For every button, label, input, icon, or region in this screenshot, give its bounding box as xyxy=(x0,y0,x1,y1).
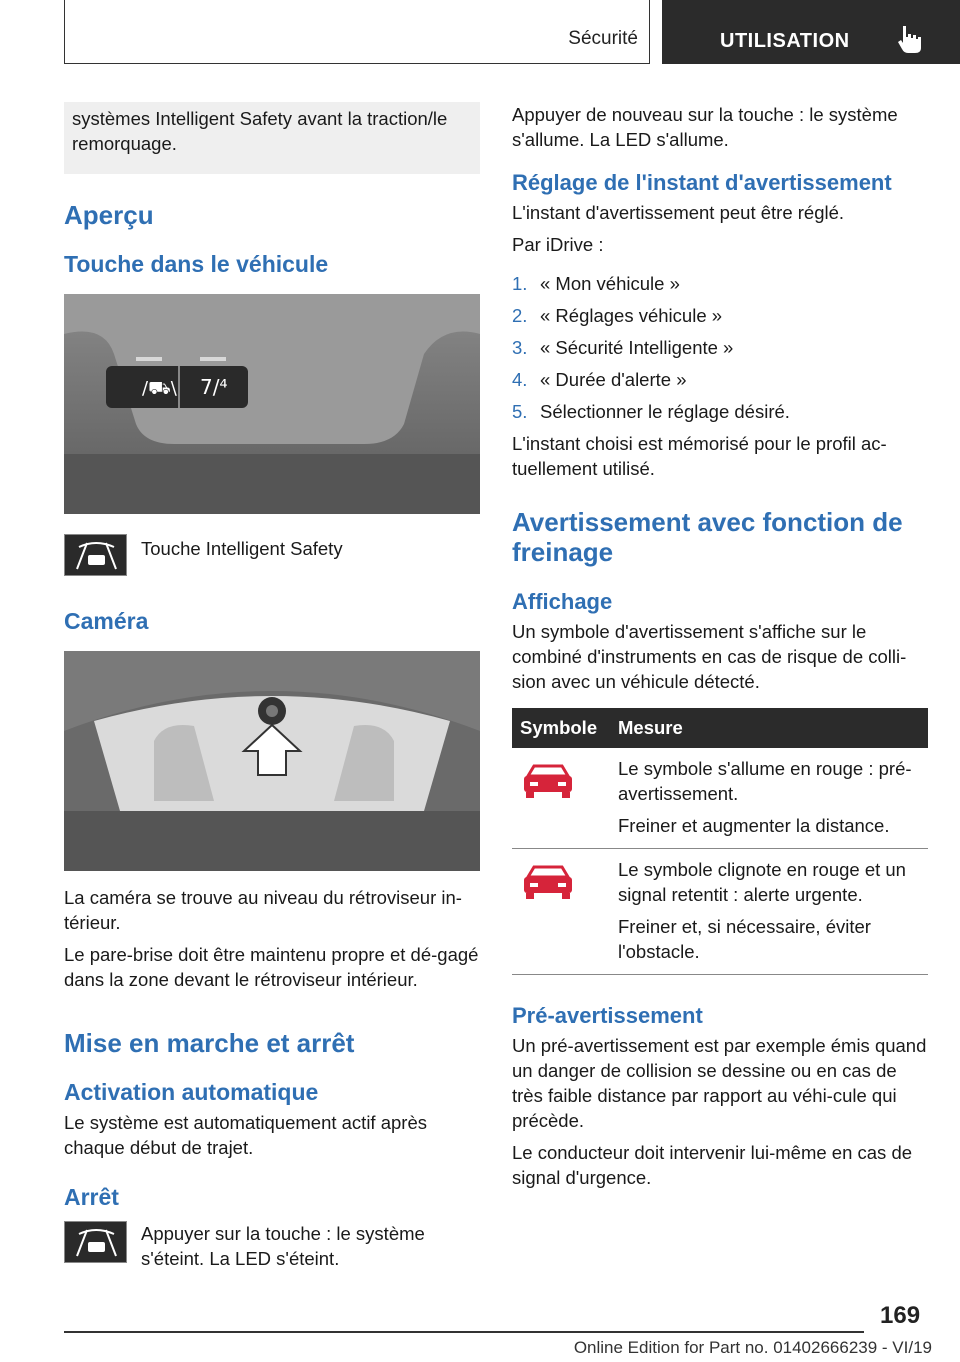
red-car-icon xyxy=(520,762,576,802)
left-column xyxy=(64,102,480,1271)
heading-arret: Arrêt xyxy=(64,1184,119,1210)
camera-photo xyxy=(64,651,480,871)
windshield-illustration xyxy=(64,651,480,871)
activation-text: Le système est automatiquement actif après chaque début de trajet. xyxy=(64,1112,427,1158)
footer-divider xyxy=(64,1331,864,1333)
svg-text:/⛟\: /⛟\ xyxy=(142,378,177,399)
heading-touche: Touche dans le véhicule xyxy=(64,251,329,277)
heading-activation: Activation automatique xyxy=(64,1079,319,1105)
intelligent-safety-button-icon xyxy=(64,534,127,576)
heading-avertissement: Avertissement avec fonction de freinage xyxy=(512,507,903,567)
heading-affichage: Affichage xyxy=(512,589,613,614)
symbol-table xyxy=(512,708,928,975)
col-mesure: Mesure xyxy=(610,708,928,748)
chapter-tab xyxy=(662,0,960,64)
pre-text-2: Le conducteur doit intervenir lui-même en cas de signal d'urgence. xyxy=(512,1142,913,1188)
button-panel-illustration xyxy=(64,294,480,514)
note-box xyxy=(64,102,480,174)
touche-caption: Touche Intelligent Safety xyxy=(141,538,343,559)
list-item: 2. « Réglages véhicule » xyxy=(512,305,723,326)
list-item: 1. « Mon véhicule » xyxy=(512,273,680,294)
pre-text-1: Un pré-avertissement est par exemple émis quand un danger de collision se dessine ou en cas de très faible distance par rapport au véhi-cule qui précède. xyxy=(512,1035,927,1131)
page-number: 169 xyxy=(880,1302,921,1329)
table-row xyxy=(512,748,928,849)
heading-reglage: Réglage de l'instant d'avertissement xyxy=(512,170,892,195)
svg-text:7/⁴: 7/⁴ xyxy=(200,375,228,399)
chapter-title: UTILISATION xyxy=(720,30,850,52)
heading-mise: Mise en marche et arrêt xyxy=(64,1028,355,1058)
table-header xyxy=(512,708,928,748)
row2-text-b: Freiner et, si nécessaire, éviter l'obstacle. xyxy=(618,916,871,962)
reglage-text-2: Par iDrive : xyxy=(512,234,604,255)
right-column xyxy=(512,102,928,1190)
section-title: Sécurité xyxy=(568,28,638,49)
list-item: 5. Sélectionner le réglage désiré. xyxy=(512,401,790,422)
edition-text: Online Edition for Part no. 01402666239 - VI/19 xyxy=(573,1338,932,1357)
idrive-steps xyxy=(512,271,928,424)
camera-text-2: Le pare-brise doit être maintenu propre et dé-gagé dans la zone devant le rétroviseur intérieur. xyxy=(64,944,479,990)
heading-camera: Caméra xyxy=(64,608,149,634)
heading-apercu: Aperçu xyxy=(64,200,154,230)
on-text: Appuyer de nouveau sur la touche : le système s'allume. La LED s'allume. xyxy=(512,104,898,150)
row2-text-a: Le symbole clignote en rouge et un signal retentit : alerte urgente. xyxy=(618,859,906,905)
affichage-text: Un symbole d'avertissement s'affiche sur le combiné d'instruments en cas de risque de colli-sion avec un véhicule détecté. xyxy=(512,621,907,692)
list-item: 4. « Durée d'alerte » xyxy=(512,369,687,390)
intelligent-safety-button-icon xyxy=(64,1221,127,1263)
list-item: 3. « Sécurité Intelligente » xyxy=(512,337,734,358)
note-text: systèmes Intelligent Safety avant la traction/le remorquage. xyxy=(72,108,448,154)
row1-text-a: Le symbole s'allume en rouge : pré-avertissement. xyxy=(618,758,912,804)
row1-text-b: Freiner et augmenter la distance. xyxy=(618,815,890,836)
button-photo xyxy=(64,294,480,514)
reglage-text-1: L'instant d'avertissement peut être réglé. xyxy=(512,202,845,223)
table-row xyxy=(512,849,928,975)
col-symbole: Symbole xyxy=(512,708,610,748)
heading-pre-avertissement: Pré-avertissement xyxy=(512,1003,703,1028)
reglage-text-3: L'instant choisi est mémorisé pour le profil ac-tuellement utilisé. xyxy=(512,433,887,479)
arret-text: Appuyer sur la touche : le système s'éteint. La LED s'éteint. xyxy=(141,1223,425,1269)
camera-text-1: La caméra se trouve au niveau du rétroviseur in-térieur. xyxy=(64,887,462,933)
pointing-hand-icon xyxy=(896,24,922,54)
red-car-icon xyxy=(520,863,576,903)
